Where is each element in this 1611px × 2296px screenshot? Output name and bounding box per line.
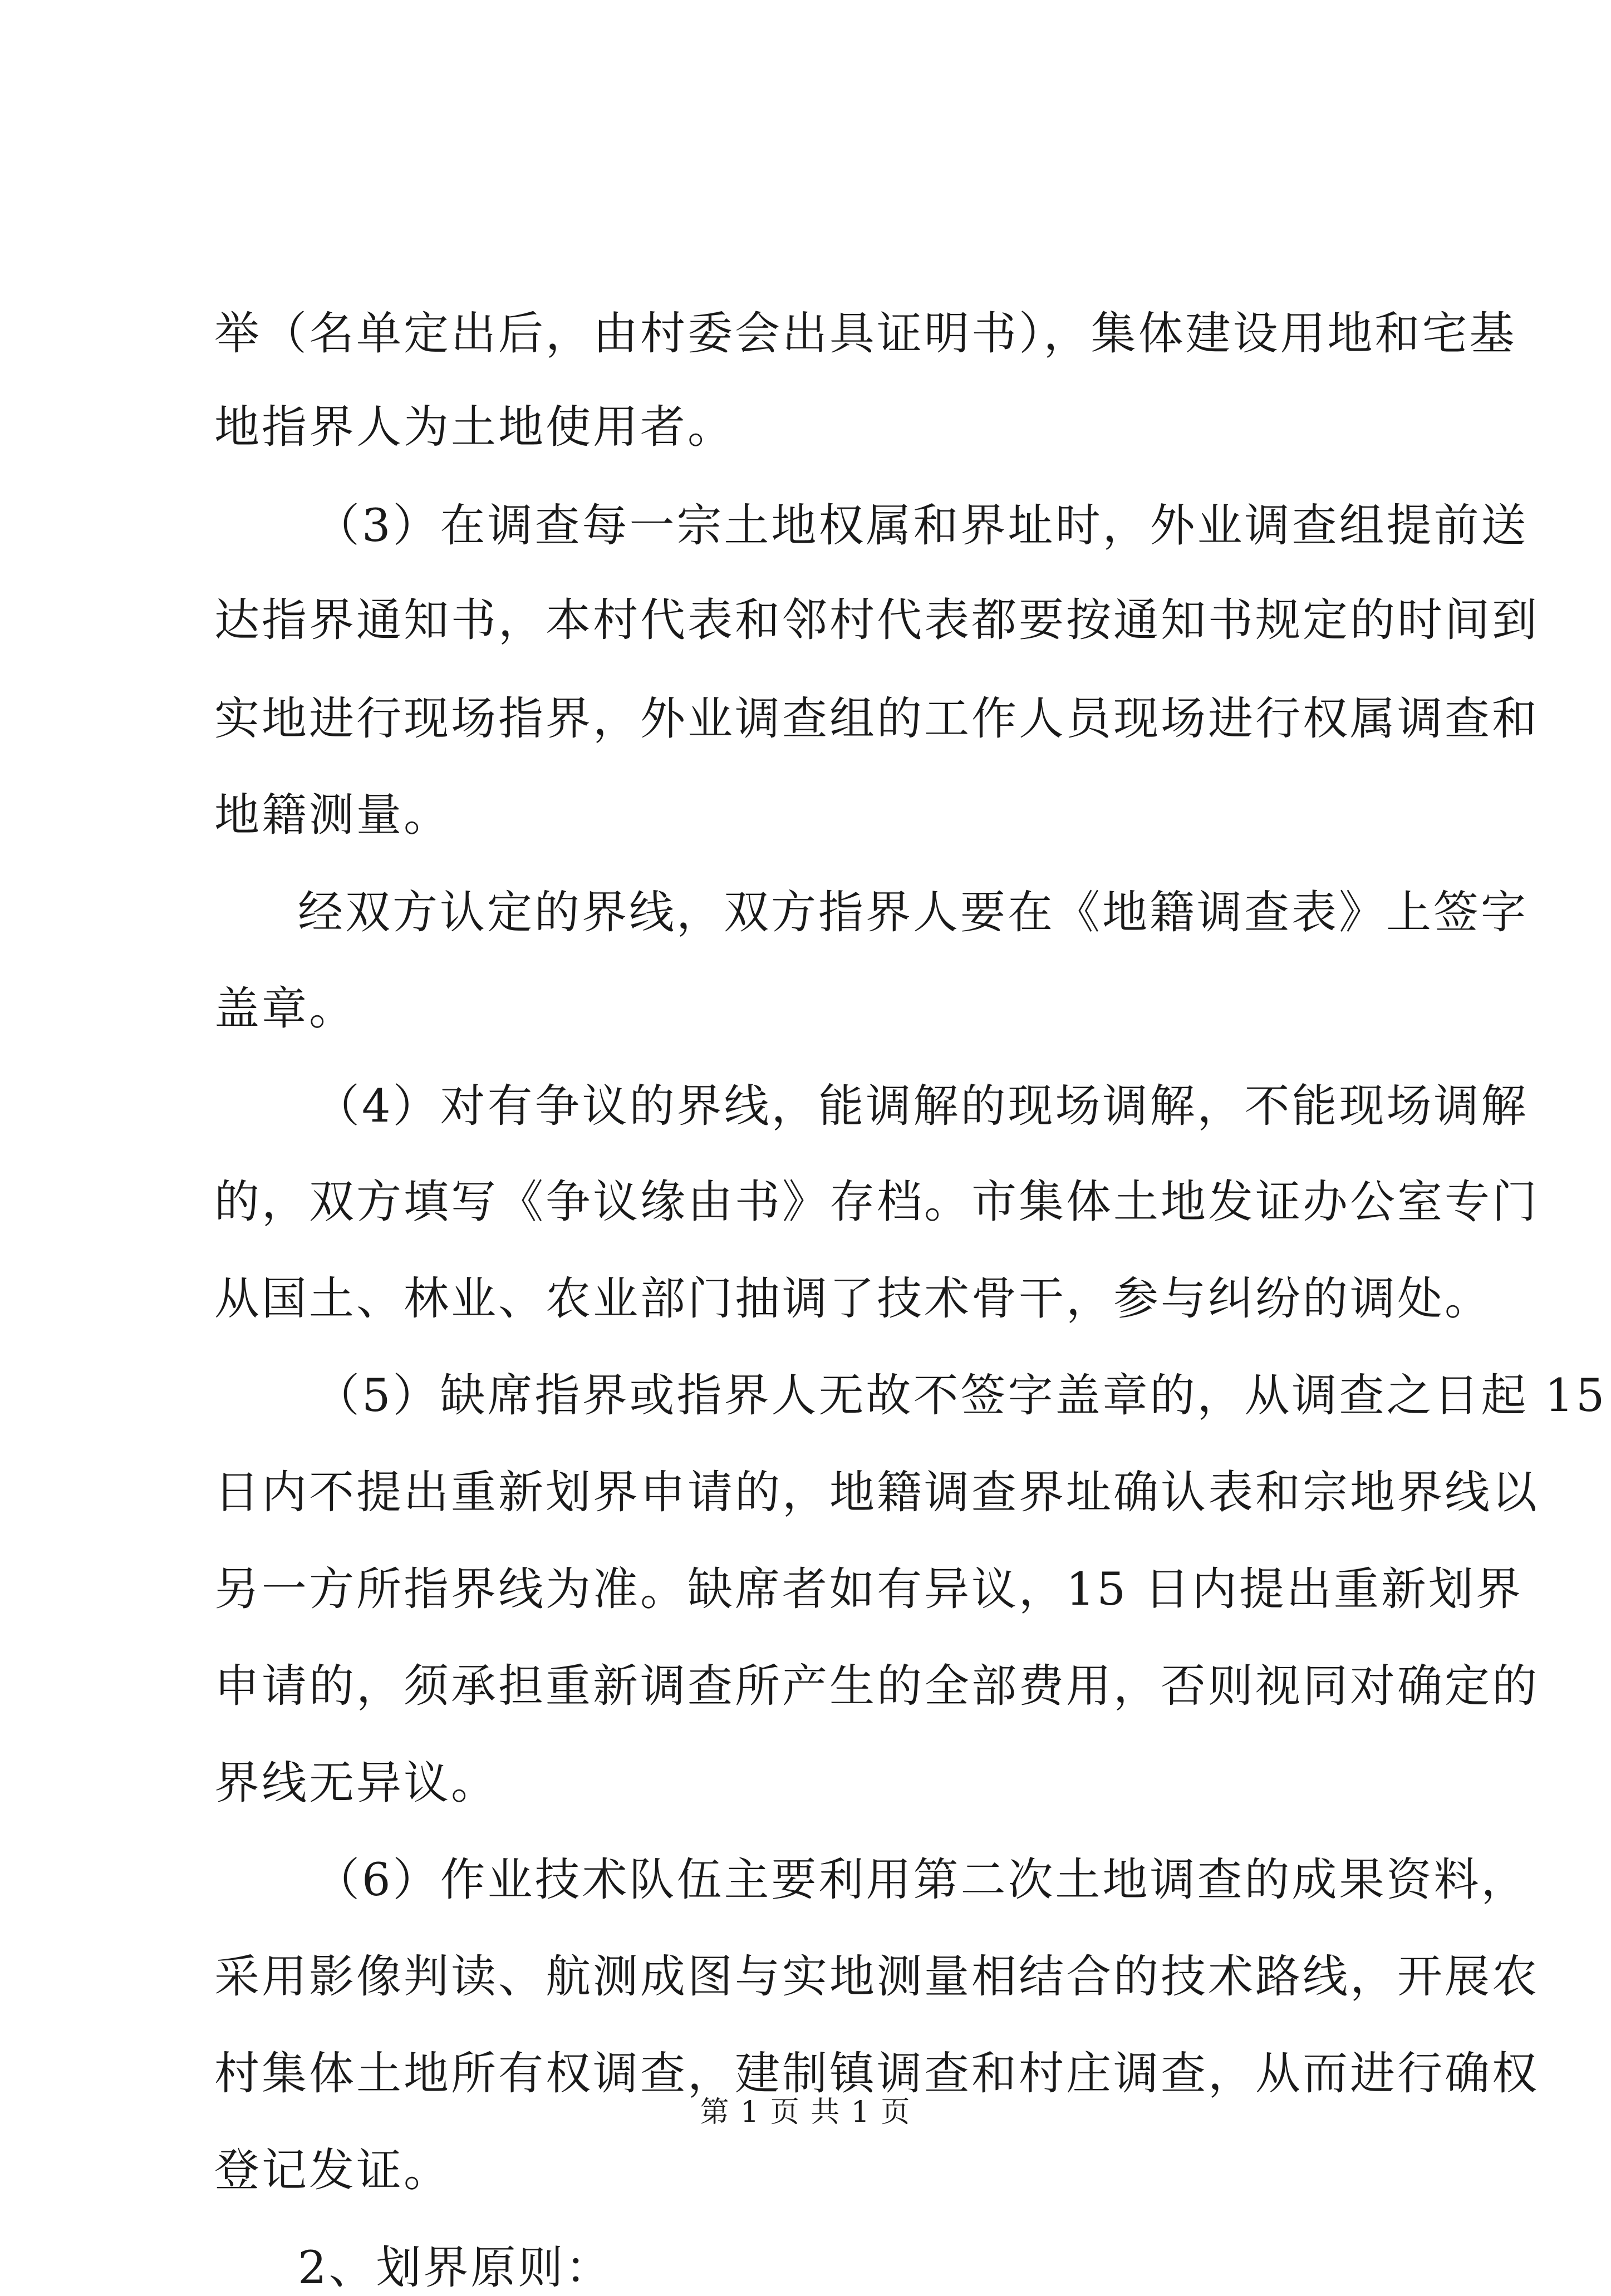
text-line: 从国土、林业、农业部门抽调了技术骨干，参与纠纷的调处。 <box>214 1273 1492 1325</box>
section-heading: 2、划界原则： <box>298 2242 613 2294</box>
text-line: 申请的，须承担重新调查所产生的全部费用，否则视同对确定的 <box>214 1660 1540 1713</box>
text-line: 地指界人为土地使用者。 <box>214 401 735 454</box>
text-line: 实地进行现场指界，外业调查组的工作人员现场进行权属调查和 <box>214 693 1540 745</box>
paragraph-start-line: （5）缺席指界或指界人无故不签字盖章的，从调查之日起 15 <box>315 1370 1607 1422</box>
text-line: 的，双方填写《争议缘由书》存档。市集体土地发证办公室专门 <box>214 1176 1540 1228</box>
text-line: 村集体土地所有权调查，建制镇调查和村庄调查，从而进行确权 <box>214 2048 1540 2100</box>
text-line: 地籍测量。 <box>214 789 451 842</box>
text-line: 盖章。 <box>214 983 357 1035</box>
text-line: 举（名单定出后，由村委会出具证明书），集体建设用地和宅基 <box>214 308 1517 360</box>
paragraph-start-line: （6）作业技术队伍主要利用第二次土地调查的成果资料， <box>315 1854 1529 1906</box>
paragraph-start-line: （3）在调查每一宗土地权属和界址时，外业调查组提前送 <box>315 500 1529 552</box>
paragraph-start-line: 经双方认定的界线，双方指界人要在《地籍调查表》上签字 <box>298 887 1529 939</box>
text-line: 登记发证。 <box>214 2145 451 2197</box>
page-footer <box>0 2093 1611 2132</box>
text-line: 界线无异议。 <box>214 1757 499 1810</box>
text-line: 达指界通知书，本村代表和邻村代表都要按通知书规定的时间到 <box>214 594 1540 647</box>
text-line: 另一方所指界线为准。缺席者如有异议，15 日内提出重新划界 <box>214 1564 1523 1616</box>
text-line: 采用影像判读、航测成图与实地测量相结合的技术路线，开展农 <box>214 1951 1540 2003</box>
paragraph-start-line: （4）对有争议的界线，能调解的现场调解，不能现场调解 <box>315 1080 1529 1133</box>
text-line: 日内不提出重新划界申请的，地籍调查界址确认表和宗地界线以 <box>214 1467 1540 1519</box>
page-number-label: 第 1 页 共 1 页 <box>700 2096 911 2129</box>
